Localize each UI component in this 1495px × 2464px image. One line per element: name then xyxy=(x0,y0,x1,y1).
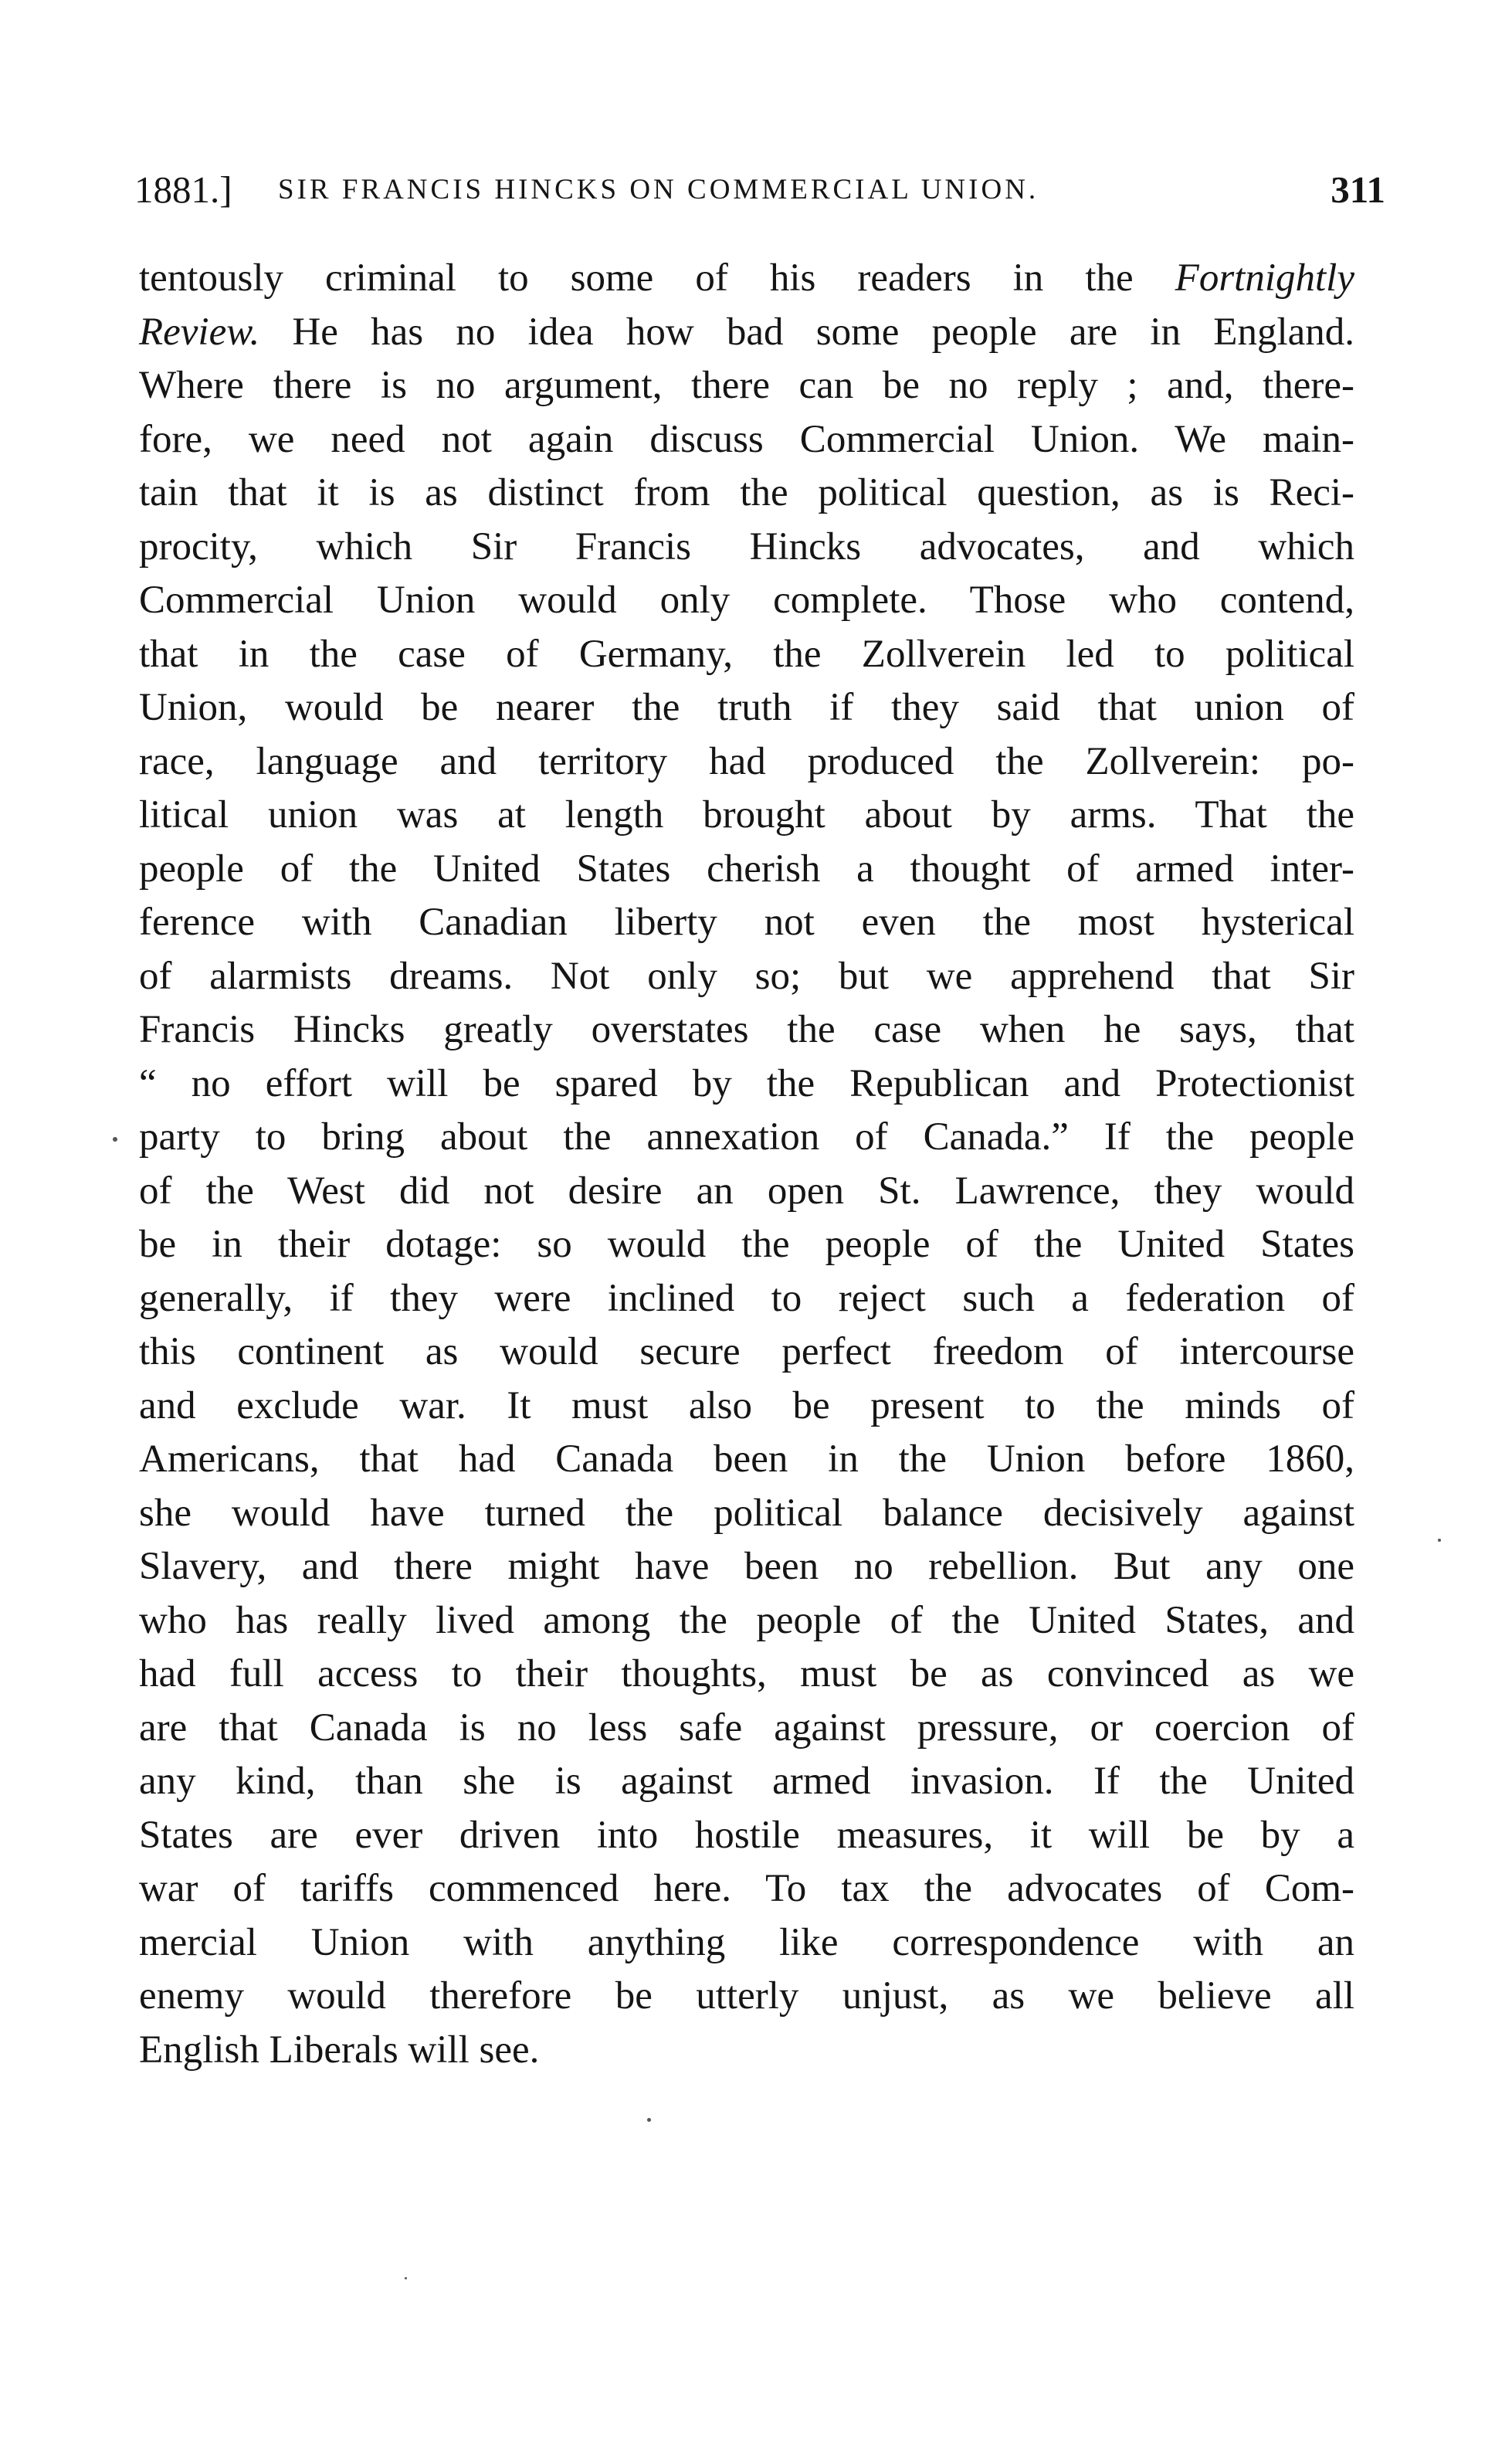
text-span: race, language and territory had produced the Zollverein: po- xyxy=(139,739,1354,783)
text-line xyxy=(139,467,1354,521)
text-line xyxy=(139,1111,1354,1165)
text-line xyxy=(139,1218,1354,1272)
page-number: 311 xyxy=(1331,168,1385,211)
text-span: she would have turned the political balance decisively against xyxy=(139,1491,1354,1535)
italic-title: Fortnightly xyxy=(1175,256,1354,300)
text-span: be in their dotage: so would the people of the United States xyxy=(139,1223,1354,1266)
text-line xyxy=(139,681,1354,735)
text-line xyxy=(139,1862,1354,1916)
body-text xyxy=(139,252,1354,2077)
text-line xyxy=(139,1648,1354,1702)
text-span: any kind, than she is against armed invasion. If the United xyxy=(139,1760,1354,1803)
text-span: Union, would be nearer the truth if they said that union of xyxy=(139,686,1354,729)
text-line xyxy=(139,950,1354,1004)
text-line xyxy=(139,1540,1354,1594)
text-span: had full access to their thoughts, must be as convinced as we xyxy=(139,1652,1354,1695)
text-span: generally, if they were inclined to reject such a federation of xyxy=(139,1276,1354,1320)
text-span: Americans, that had Canada been in the Union before 1860, xyxy=(139,1437,1354,1481)
text-span: that in the case of Germany, the Zollverein led to political xyxy=(139,632,1354,676)
text-span: tentously criminal to some of his readers in the xyxy=(139,256,1175,300)
text-line xyxy=(139,1380,1354,1434)
text-span: English Liberals will see. xyxy=(139,2028,540,2072)
text-span: enemy would therefore be utterly unjust, as we believe all xyxy=(139,1974,1354,2018)
text-line xyxy=(139,2024,1354,2078)
text-line xyxy=(139,1433,1354,1487)
text-line xyxy=(139,789,1354,843)
text-line xyxy=(139,1594,1354,1648)
running-title: SIR FRANCIS HINCKS ON COMMERCIAL UNION. xyxy=(278,174,1039,205)
text-line xyxy=(139,1970,1354,2024)
text-line xyxy=(139,574,1354,628)
scan-speck xyxy=(113,1137,117,1142)
text-span: of alarmists dreams. Not only so; but we apprehend that Sir xyxy=(139,954,1354,998)
text-span: tain that it is as distinct from the political question, as is Reci- xyxy=(139,471,1354,514)
text-line xyxy=(139,1916,1354,1970)
text-span: this continent as would secure perfect freedom of intercourse xyxy=(139,1330,1354,1373)
text-span: litical union was at length brought about by arms. That the xyxy=(139,793,1354,837)
text-line xyxy=(139,896,1354,950)
text-span: Slavery, and there might have been no rebellion. But any one xyxy=(139,1545,1354,1588)
text-span: “ no effort will be spared by the Republican and Protectionist xyxy=(139,1061,1354,1105)
text-span: and exclude war. It must also be present to the minds of xyxy=(139,1383,1354,1427)
text-line xyxy=(139,1702,1354,1756)
italic-title: Review. xyxy=(139,310,260,354)
text-line xyxy=(139,521,1354,575)
text-span: mercial Union with anything like correspondence with an xyxy=(139,1920,1354,1964)
text-line xyxy=(139,735,1354,789)
text-line xyxy=(139,1755,1354,1809)
text-line xyxy=(139,1165,1354,1219)
running-header xyxy=(134,162,1385,218)
text-span: ference with Canadian liberty not even the most hysterical xyxy=(139,901,1354,944)
text-line xyxy=(139,628,1354,682)
scan-speck xyxy=(647,2118,651,2122)
text-span: States are ever driven into hostile measures, it will be by a xyxy=(139,1813,1354,1857)
text-span: who has really lived among the people of the United States, and xyxy=(139,1598,1354,1642)
text-line xyxy=(139,1003,1354,1057)
text-line xyxy=(139,359,1354,413)
header-year: 1881.] xyxy=(134,168,232,211)
text-span: are that Canada is no less safe against pressure, or coercion of xyxy=(139,1705,1354,1750)
text-line xyxy=(139,1057,1354,1112)
text-span: Francis Hincks greatly overstates the case when he says, that xyxy=(139,1008,1354,1051)
text-line xyxy=(139,1272,1354,1326)
text-span: Where there is no argument, there can be no reply ; and, there- xyxy=(139,364,1354,407)
text-span: fore, we need not again discuss Commercial Union. We main- xyxy=(139,417,1354,461)
text-span: Commercial Union would only complete. Those who contend, xyxy=(139,579,1354,622)
scan-speck xyxy=(405,2277,407,2279)
text-line xyxy=(139,843,1354,897)
text-line xyxy=(139,252,1354,306)
text-span: of the West did not desire an open St. Lawrence, they would xyxy=(139,1169,1354,1213)
text-span: war of tariffs commenced here. To tax the advocates of Com- xyxy=(139,1867,1354,1910)
text-span: procity, which Sir Francis Hincks advocates, and which xyxy=(139,524,1354,568)
text-line xyxy=(139,413,1354,467)
text-span: party to bring about the annexation of Canada.” If the people xyxy=(139,1115,1354,1159)
text-line xyxy=(139,306,1354,360)
text-span: He has no idea how bad some people are in England. xyxy=(259,310,1354,354)
text-line xyxy=(139,1809,1354,1863)
text-line xyxy=(139,1325,1354,1380)
scan-speck xyxy=(1438,1539,1441,1542)
text-span: people of the United States cherish a thought of armed inter- xyxy=(139,847,1354,891)
text-line xyxy=(139,1487,1354,1541)
